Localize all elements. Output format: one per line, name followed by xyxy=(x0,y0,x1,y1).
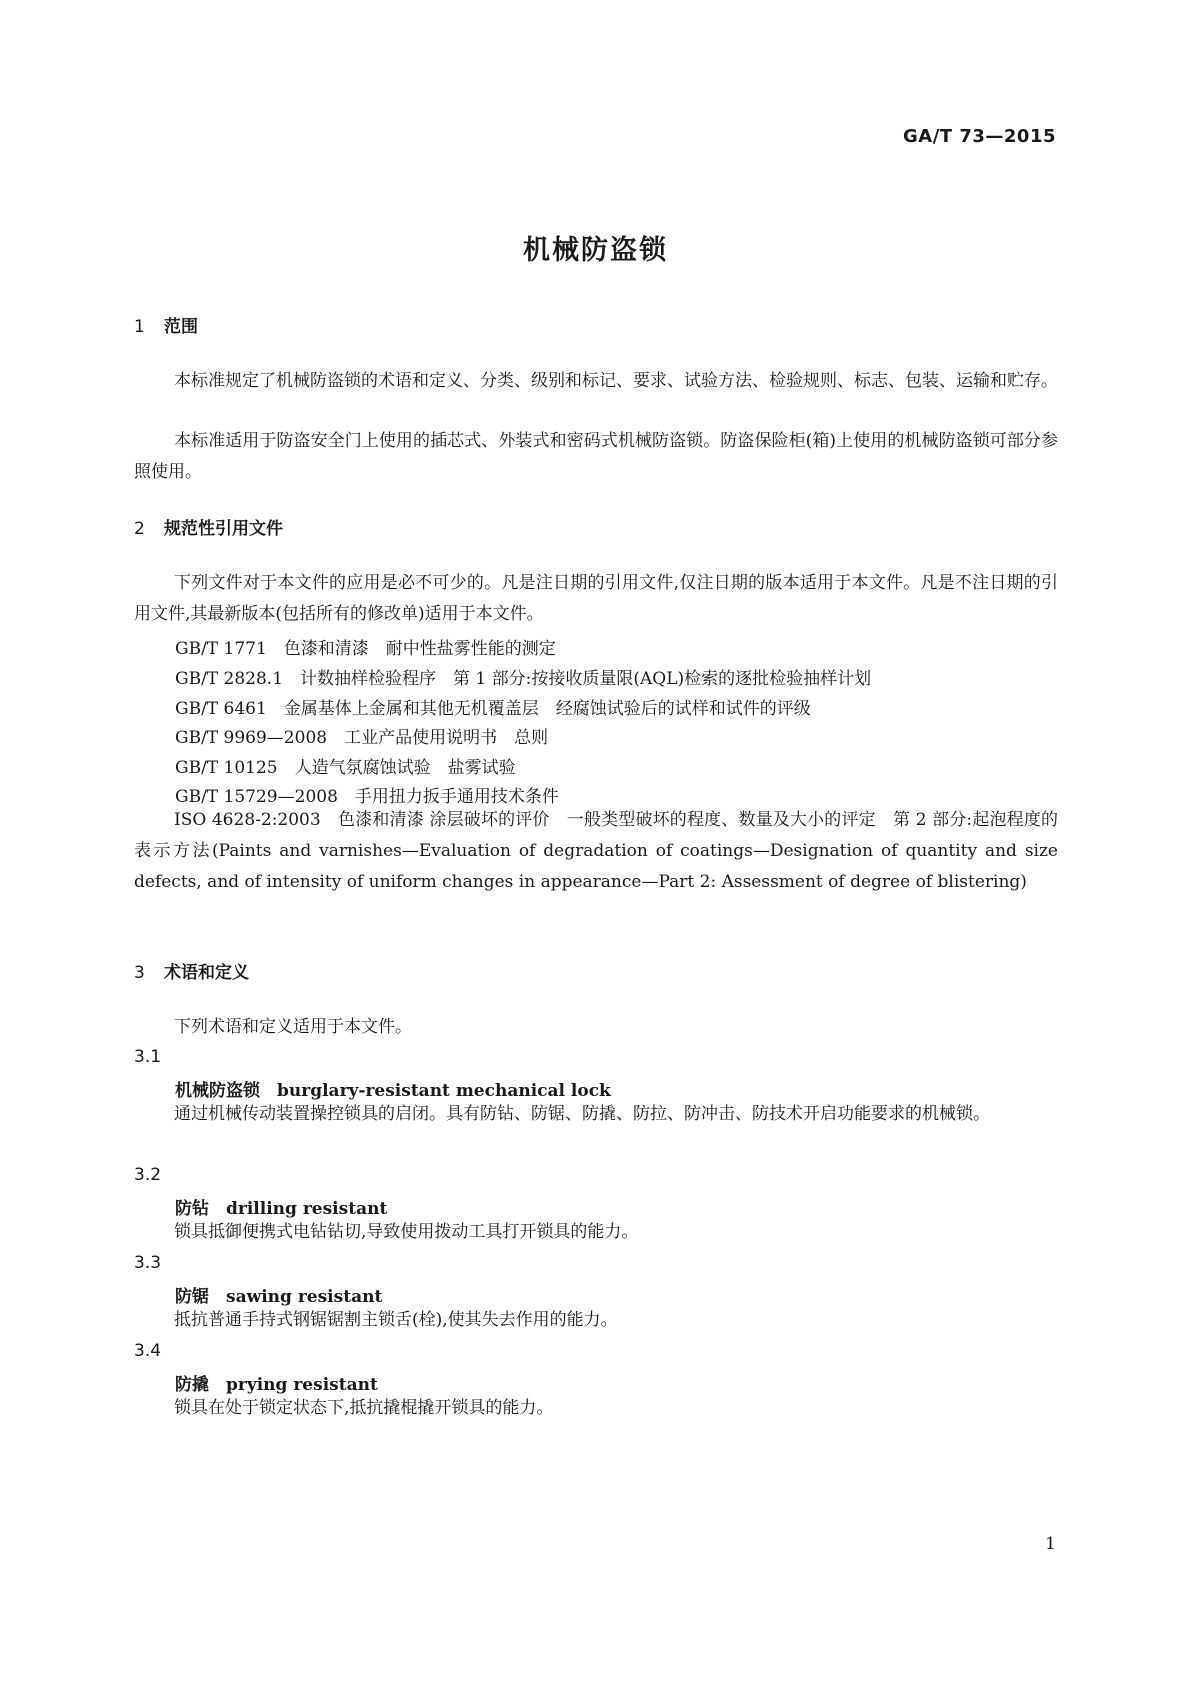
reference-item: GB/T 15729—2008 手用扭力扳手通用技术条件 xyxy=(175,787,559,807)
term-heading xyxy=(175,1282,382,1307)
term-definition: 通过机械传动装置操控锁具的启闭。具有防钻、防锯、防撬、防拉、防冲击、防技术开启功能要求的机械锁。 xyxy=(174,1104,990,1124)
term-definition: 锁具抵御便携式电钻钻切,导致使用拨动工具打开锁具的能力。 xyxy=(174,1222,639,1242)
references-intro: 下列文件对于本文件的应用是必不可少的。凡是注日期的引用文件,仅注日期的版本适用于本文件。凡是不注日期的引用文件,其最新版本(包括所有的修改单)适用于本文件。 xyxy=(134,573,1058,624)
term-heading xyxy=(175,1076,611,1101)
term-english: drilling resistant xyxy=(226,1199,388,1219)
section-heading-terms xyxy=(134,958,249,983)
term-number: 3.3 xyxy=(134,1253,162,1273)
section-number: 3 xyxy=(134,963,145,983)
term-number: 3.1 xyxy=(134,1047,162,1067)
section-title: 术语和定义 xyxy=(164,963,249,983)
term-definition: 锁具在处于锁定状态下,抵抗撬棍撬开锁具的能力。 xyxy=(174,1398,554,1418)
term-number: 3.4 xyxy=(134,1341,162,1361)
scope-paragraph-1: 本标准规定了机械防盗锁的术语和定义、分类、级别和标记、要求、试验方法、检验规则、标志、包装、运输和贮存。 xyxy=(174,371,1058,391)
reference-item: GB/T 9969—2008 工业产品使用说明书 总则 xyxy=(175,728,549,748)
term-definition: 抵抗普通手持式钢锯锯割主锁舌(栓),使其失去作用的能力。 xyxy=(174,1310,618,1330)
reference-item: GB/T 2828.1 计数抽样检验程序 第 1 部分:按接收质量限(AQL)检索的逐批检验抽样计划 xyxy=(175,669,872,689)
term-heading xyxy=(175,1370,378,1395)
term-chinese: 防钻 xyxy=(175,1199,209,1219)
reference-item: GB/T 1771 色漆和清漆 耐中性盐雾性能的测定 xyxy=(175,639,556,659)
terms-intro: 下列术语和定义适用于本文件。 xyxy=(174,1017,412,1037)
section-number: 2 xyxy=(134,519,145,539)
term-chinese: 机械防盗锁 xyxy=(175,1081,260,1101)
term-number: 3.2 xyxy=(134,1165,162,1185)
term-english: prying resistant xyxy=(226,1375,378,1395)
reference-item: GB/T 6461 金属基体上金属和其他无机覆盖层 经腐蚀试验后的试样和试件的评级 xyxy=(175,699,811,719)
term-heading xyxy=(175,1194,387,1219)
term-english: burglary-resistant mechanical lock xyxy=(277,1081,611,1101)
reference-item: GB/T 10125 人造气氛腐蚀试验 盐雾试验 xyxy=(175,758,516,778)
document-title: 机械防盗锁 xyxy=(523,235,668,266)
scope-paragraph-2: 本标准适用于防盗安全门上使用的插芯式、外装式和密码式机械防盗锁。防盗保险柜(箱)上使用的机械防盗锁可部分参照使用。 xyxy=(134,431,1058,482)
term-chinese: 防锯 xyxy=(175,1287,209,1307)
page-number: 1 xyxy=(1045,1534,1056,1554)
section-heading-scope xyxy=(134,312,198,337)
term-english: sawing resistant xyxy=(226,1287,383,1307)
section-title: 规范性引用文件 xyxy=(164,519,283,539)
term-chinese: 防撬 xyxy=(175,1375,209,1395)
section-heading-normative-references xyxy=(134,514,283,539)
standard-code: GA/T 73—2015 xyxy=(903,126,1056,147)
section-number: 1 xyxy=(134,317,145,337)
section-title: 范围 xyxy=(164,317,198,337)
reference-item-iso: ISO 4628-2:2003 色漆和清漆 涂层破坏的评价 一般类型破坏的程度、数量及大小的评定 第 2 部分:起泡程度的表示方法(Paints and varnishes—Evaluation of degradation of coatings—Designation of quantity and size defects, and of intensity of uniform changes in appearance—Part 2: Assessment of degree of blistering) xyxy=(134,810,1058,892)
